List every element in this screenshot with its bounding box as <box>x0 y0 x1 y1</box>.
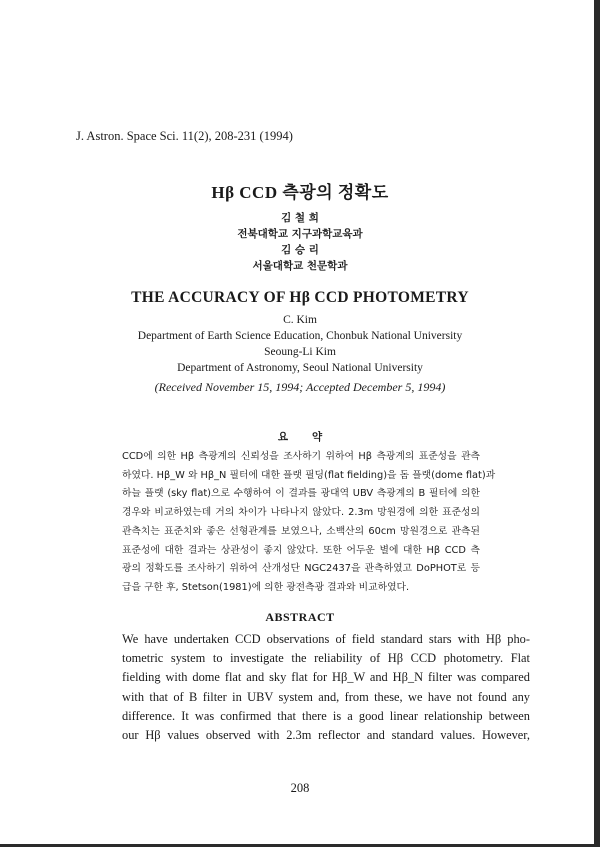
english-affiliation-1: Department of Earth Science Education, Chonbuk National University <box>137 330 463 342</box>
english-abstract-line: tometric system to investigate the reliability of Hβ CCD photometry. Flat <box>122 651 530 666</box>
korean-title: Hβ CCD 측광의 정확도 <box>211 183 389 202</box>
korean-affiliation-1: 전북대학교 지구과학교육과 <box>237 228 363 240</box>
korean-abstract-line: CCD에 의한 Hβ 측광계의 신뢰성을 조사하기 위하여 Hβ 측광계의 표준성을 관측 <box>122 451 480 462</box>
scan-border-right <box>594 0 600 847</box>
korean-abstract-line: 하늘 플랫 (sky flat)으로 수행하여 이 결과를 광대역 UBV 측광계의 B 필터에 의한 <box>122 488 480 500</box>
received-dates: (Received November 15, 1994; Accepted December 5, 1994) <box>154 380 446 394</box>
korean-abstract-line: 급을 구한 후, Stetson(1981)에 의한 광전측광 결과와 비교하였다. <box>122 581 410 593</box>
english-author-1: C. Kim <box>283 314 317 326</box>
english-abstract-line: We have undertaken CCD observations of field standard stars with Hβ pho- <box>122 632 530 646</box>
korean-abstract-line: 경우와 비교하였는데 거의 차이가 나타나지 않았다. 2.3m 망원경에 의한 표준성의 <box>122 507 480 519</box>
english-abstract-line: difference. It was confirmed that there is a good linear relationship between <box>122 708 530 723</box>
korean-affiliation-2: 서울대학교 천문학과 <box>252 260 348 272</box>
english-abstract <box>122 630 530 745</box>
english-abstract-line: fielding with dome flat and sky flat for Hβ_W and Hβ_N filter was compared <box>122 670 530 685</box>
english-abstract-line: our Hβ values observed with 2.3m reflector and standard values. However, <box>122 728 530 743</box>
korean-abstract-line: 광의 정확도를 조사하기 위하여 산개성단 NGC2437을 관측하였고 DoPHOT로 등 <box>122 563 480 575</box>
korean-abstract <box>122 448 496 598</box>
page-number: 208 <box>290 781 310 795</box>
english-affiliation-2: Department of Astronomy, Seoul National University <box>177 362 423 374</box>
korean-abstract-line: 표준성에 대한 결과는 상관성이 좋지 않았다. 또한 어두운 별에 대한 Hβ CCD 측 <box>122 544 480 556</box>
korean-abstract-heading-part-1: 요 <box>277 431 288 443</box>
journal-reference: J. Astron. Space Sci. 11(2), 208-231 (1994) <box>76 129 293 143</box>
english-title: THE ACCURACY OF Hβ CCD PHOTOMETRY <box>131 289 469 306</box>
abstract-heading: ABSTRACT <box>265 610 335 624</box>
korean-abstract-line: 하였다. Hβ_W 와 Hβ_N 필터에 대한 플랫 필딩(flat fielding)을 돔 플랫(dome flat)과 <box>122 469 496 481</box>
korean-abstract-line: 관측치는 표준치와 좋은 선형관계를 보였으나, 소백산의 60cm 망원경으로 관측된 <box>122 525 480 537</box>
korean-author-2: 김 승 리 <box>281 244 319 256</box>
korean-abstract-heading-part-2: 약 <box>312 431 323 443</box>
korean-abstract-heading <box>0 429 600 444</box>
english-author-2: Seoung-Li Kim <box>264 346 336 358</box>
korean-author-1: 김 철 희 <box>281 212 319 224</box>
english-abstract-line: with that of B filter in UBV system and, from these, we have not found any <box>122 689 530 704</box>
